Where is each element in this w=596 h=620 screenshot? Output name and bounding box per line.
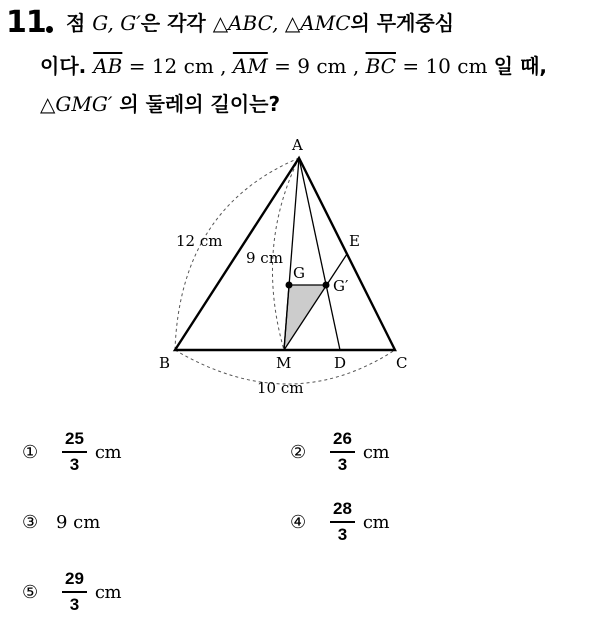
triangle-gmg: △GMG′ xyxy=(40,92,113,116)
median-ad xyxy=(299,158,340,350)
choice-text: 9 cm xyxy=(56,511,101,533)
unit: cm xyxy=(94,581,122,603)
length-ab: = 12 cm , xyxy=(122,54,233,78)
unit: cm xyxy=(362,511,390,533)
text: 점 xyxy=(66,11,93,35)
denominator: 3 xyxy=(337,525,348,544)
denominator: 3 xyxy=(69,595,80,614)
text: 의 둘레의 길이는? xyxy=(112,92,281,116)
label-d: D xyxy=(334,354,347,372)
fraction-bar xyxy=(330,521,355,523)
numerator: 25 xyxy=(65,429,84,448)
choice-number: ④ xyxy=(290,511,307,533)
choice-3[interactable] xyxy=(22,494,100,550)
choice-number: ⑤ xyxy=(22,581,39,603)
text: 일 때, xyxy=(493,54,547,78)
choice-4[interactable] xyxy=(290,494,389,550)
question-dot xyxy=(46,26,53,33)
text: 은 각각 xyxy=(140,11,213,35)
denominator: 3 xyxy=(337,455,348,474)
triangle-abc xyxy=(175,158,395,350)
point-g xyxy=(286,282,293,289)
question-line-3 xyxy=(40,89,280,119)
label-bc-length: 10 cm xyxy=(257,379,304,397)
choice-5[interactable] xyxy=(22,564,121,620)
label-b: B xyxy=(159,354,171,372)
length-am: = 9 cm , xyxy=(267,54,366,78)
numerator: 26 xyxy=(333,429,352,448)
label-am-length: 9 cm xyxy=(246,249,283,267)
unit: cm xyxy=(94,441,122,463)
label-g-prime: G′ xyxy=(333,277,349,295)
label-e: E xyxy=(349,232,360,250)
text: 이다. xyxy=(40,54,94,78)
fraction xyxy=(330,499,355,545)
choice-2[interactable] xyxy=(290,424,389,480)
triangle-names: △ABC, △AMC xyxy=(212,11,351,35)
point-g-prime xyxy=(323,282,330,289)
label-a: A xyxy=(292,136,303,154)
numerator: 29 xyxy=(65,569,84,588)
label-c: C xyxy=(396,354,408,372)
choice-1[interactable] xyxy=(22,424,121,480)
triangle-figure xyxy=(150,128,440,408)
choice-number: ① xyxy=(22,441,39,463)
fraction xyxy=(62,429,87,475)
text: 의 무게중심 xyxy=(350,11,455,35)
label-g: G xyxy=(293,264,305,282)
point-names: G, G′ xyxy=(92,11,141,35)
segment-bc: $\overline{BC}$ xyxy=(365,54,396,78)
length-bc: = 10 cm xyxy=(395,54,494,78)
segment-ab: $\overline{AB}$ xyxy=(93,54,123,78)
fraction-bar xyxy=(62,591,87,593)
fraction xyxy=(330,429,355,475)
fraction xyxy=(62,569,87,615)
fraction-bar xyxy=(62,451,87,453)
choice-number: ③ xyxy=(22,511,39,533)
unit: cm xyxy=(362,441,390,463)
question-line-1 xyxy=(66,8,454,38)
label-ab-length: 12 cm xyxy=(176,232,223,250)
question-line-2 xyxy=(40,51,547,81)
fraction-bar xyxy=(330,451,355,453)
label-m: M xyxy=(276,354,292,372)
denominator: 3 xyxy=(69,455,80,474)
question-number: 11 xyxy=(6,5,46,40)
numerator: 28 xyxy=(333,499,352,518)
segment-am: $\overline{AM}$ xyxy=(232,54,268,78)
choice-number: ② xyxy=(290,441,307,463)
